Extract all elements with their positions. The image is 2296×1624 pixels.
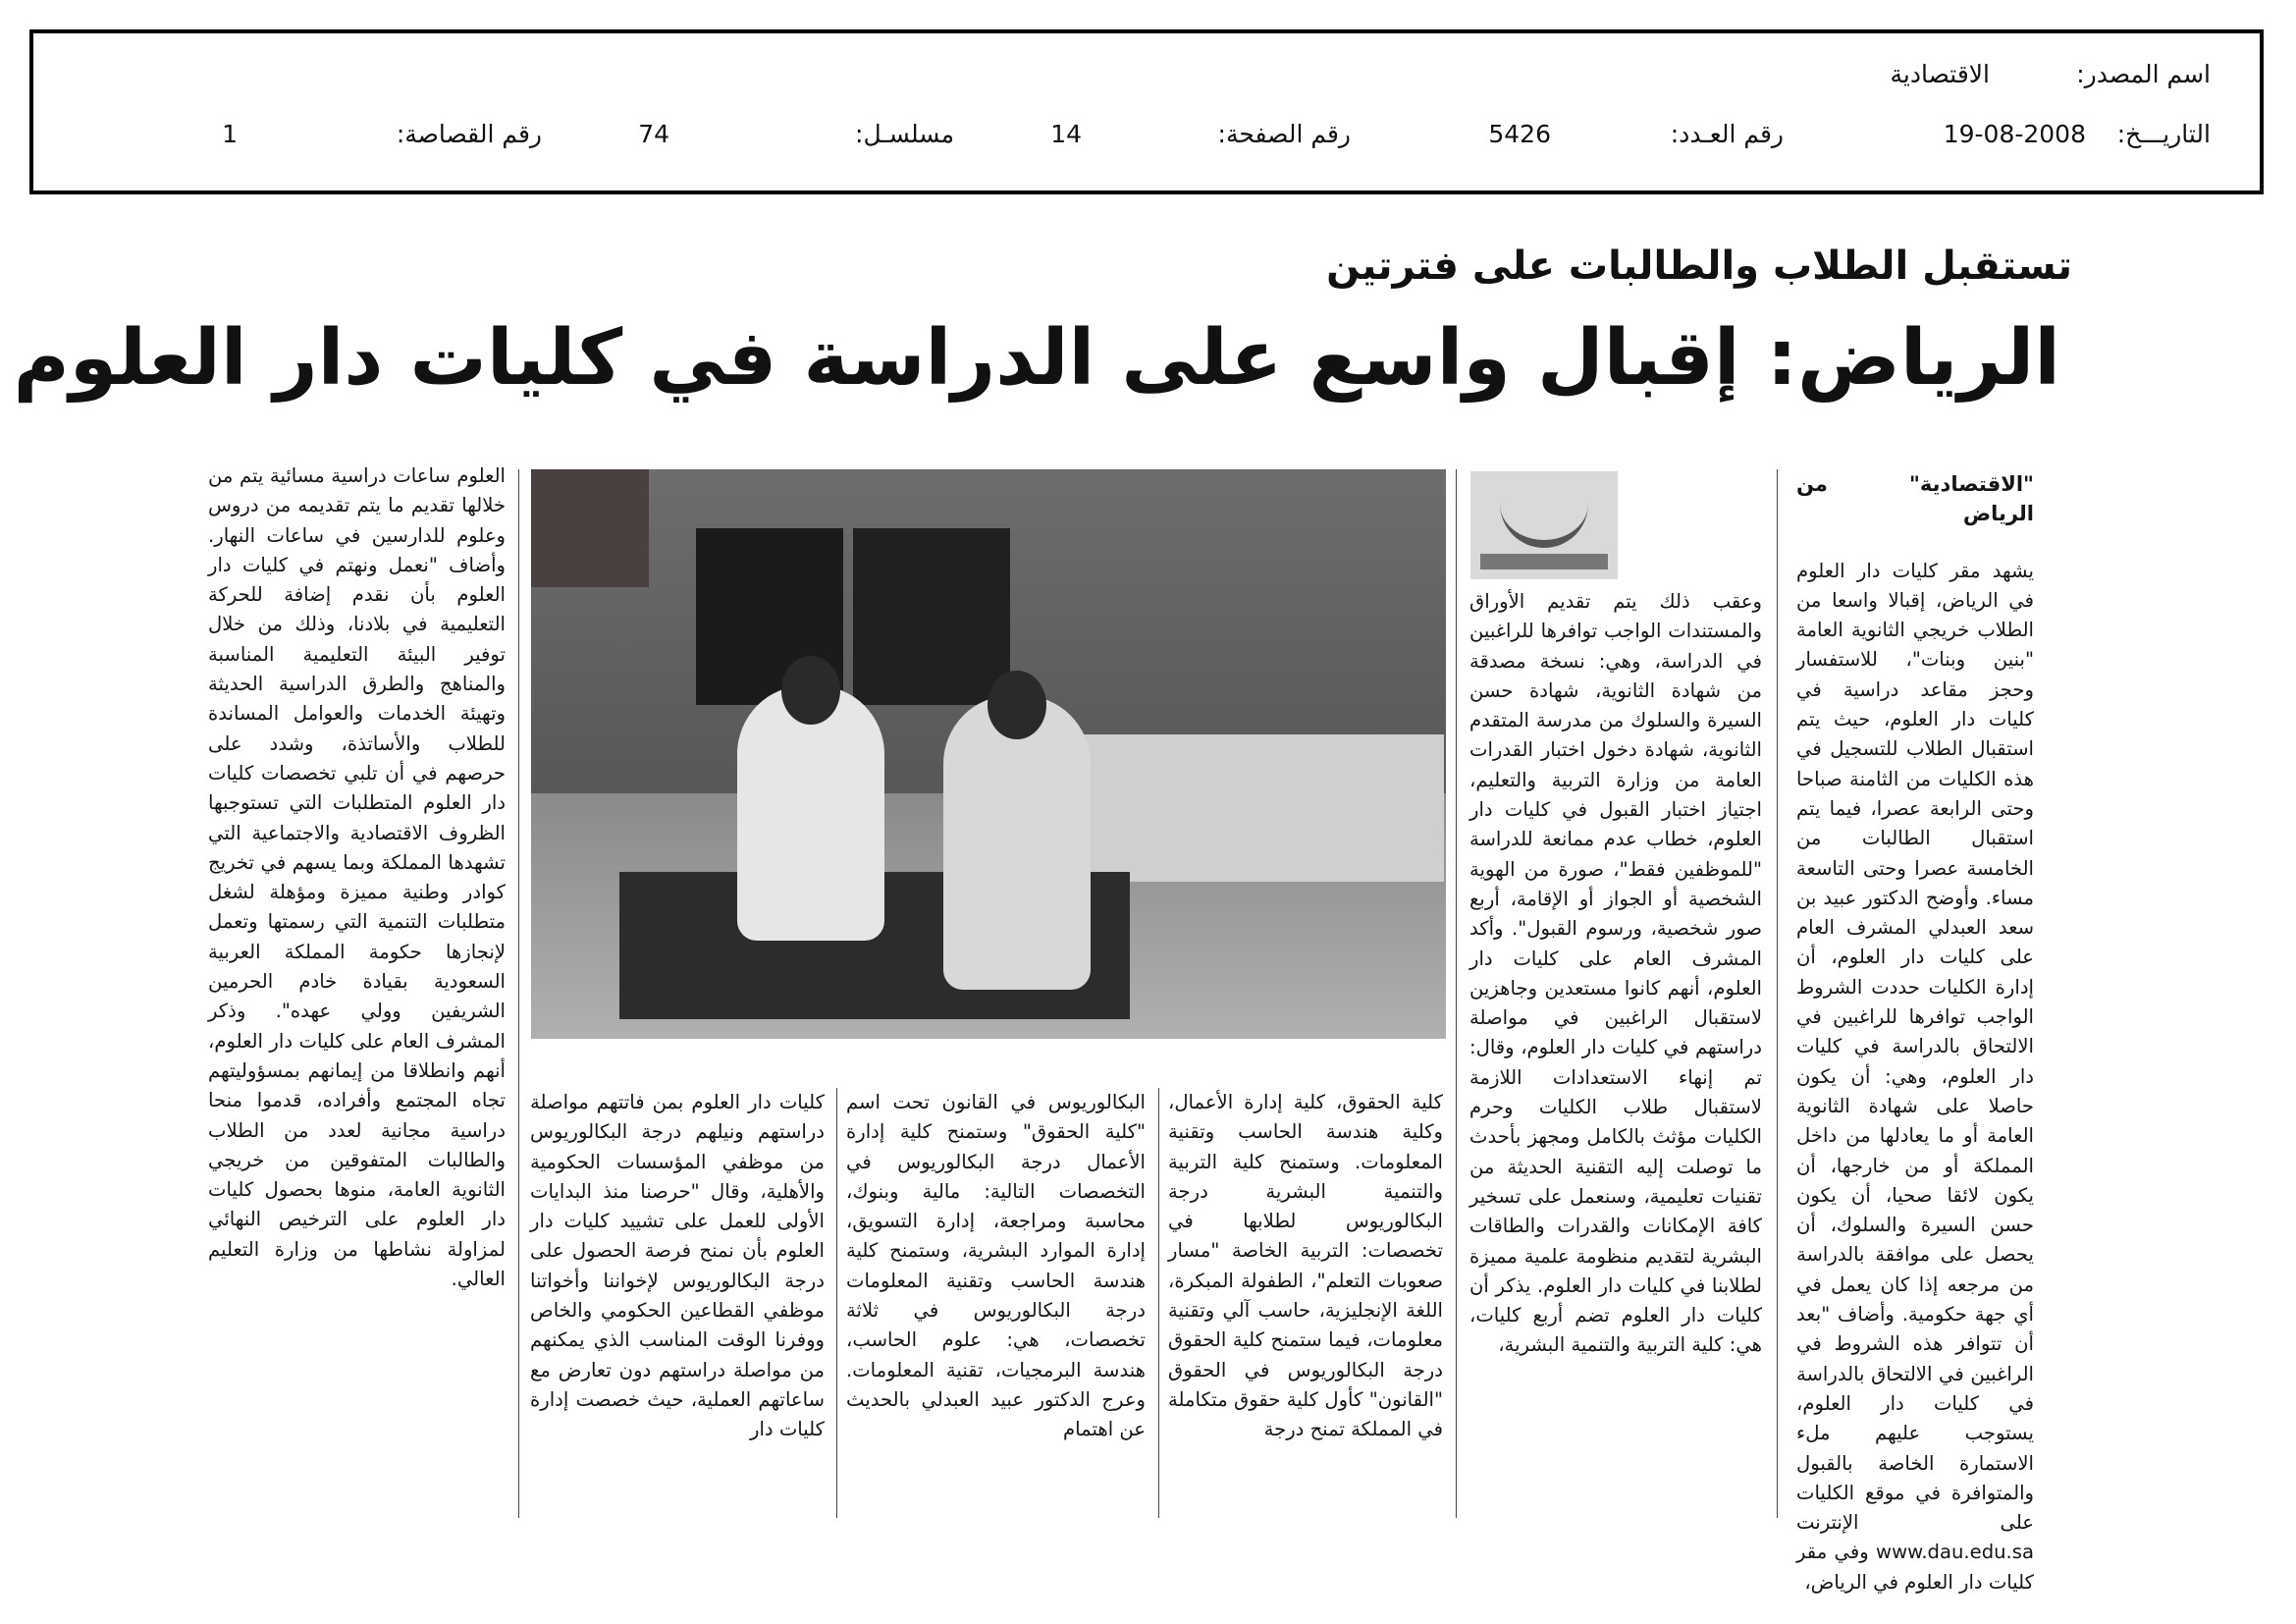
column-rule (1158, 1088, 1159, 1518)
column-text: يشهد مقر كليات دار العلوم في الرياض، إقبالا واسعا من الطلاب خريجي الثانوية العامة "بنين وبنات"، للاستفسار وحجز مقاعد دراسية في كليات دار العلوم، حيث يتم استقبال الطلاب للتسجيل في هذه الكليات من الثامنة صباحا وحتى الرابعة عصرا، فيما يتم استقبال الطالبات من الخامسة عصرا وحتى التاسعة مساء. وأوضح الدكتور عبيد بن سعد العبدلي المشرف العام على كليات دار العلوم، أن إدارة الكليات حددت الشروط الواجب توافرها للراغبين في الالتحاق بالدراسة في كليات دار العلوم، وهي: أن يكون حاصلا على شهادة الثانوية العامة أو ما يعادلها من داخل المملكة أو من خارجها، أن يكون لائقا صحيا، أن يكون حسن السيرة والسلوك، أن يحصل على موافقة بالدراسة من مرجعه إذا كان يعمل في أي جهة حكومية. وأضاف "بعد أن تتوافر هذه الشروط في الراغبين في الالتحاق بالدراسة في كليات دار العلوم، يستوجب عليهم ملء الاستمارة الخاصة بالقبول والمتوافرة في موقع الكليات على الإنترنت www.dau.edu.sa وفي مقر كليات دار العلوم في الرياض، (1796, 559, 2034, 1594)
source-value: الاقتصادية (1890, 60, 1990, 88)
column-rule (1777, 469, 1778, 1518)
article-column-6 (208, 461, 506, 1522)
date-label: التاريـــخ: (2116, 120, 2211, 148)
page-value: 14 (1050, 120, 1082, 148)
column-text: وعقب ذلك يتم تقديم الأوراق والمستندات الواجب توافرها للراغبين في الدراسة، وهي: نسخة مصدقة من شهادة الثانوية، شهادة حسن السيرة والسلوك من مدرسة المتقدم الثانوية، شهادة دخول اختبار القدرات العامة من وزارة التربية والتعليم، اجتياز اختبار القبول في كليات دار العلوم، خطاب عدم ممانعة للدراسة "للموظفين فقط"، صورة من الهوية الشخصية أو الجواز أو الإقامة، أربع صور شخصية، ورسوم القبول". وأكد المشرف العام على كليات دار العلوم، أنهم كانوا مستعدين وجاهزين لاستقبال الراغبين في مواصلة دراستهم في كليات دار العلوم، وقال: تم إنهاء الاستعدادات اللازمة لاستقبال طلاب الكليات وحرم الكليات مؤثث بالكامل ومجهز بأحدث ما توصلت إليه التقنية الحديثة من تقنيات تعليمية، وسنعمل على تسخير كافة الإمكانات والقدرات والطاقات البشرية لتقديم منظومة علمية مميزة لطلابنا في كليات دار العلوم. يذكر أن كليات دار العلوم تضم أربع كليات، هي: كلية التربية والتنمية البشرية، (1469, 590, 1762, 1357)
issue-value: 5426 (1488, 120, 1551, 148)
date-value: 19-08-2008 (1943, 120, 2086, 148)
article-headline: الرياض: إقبال واسع على الدراسة في كليات دار العلوم (13, 314, 2060, 403)
article-byline: "الاقتصادية" من الرياض (1796, 472, 2034, 526)
column-text: كلية الحقوق، كلية إدارة الأعمال، وكلية هندسة الحاسب وتقنية المعلومات. وستمنح كلية التربية والتنمية البشرية درجة البكالوريوس لطلابها في تخصصات: التربية الخاصة "مسار صعوبات التعلم"، الطفولة المبكرة، اللغة الإنجليزية، حاسب آلي وتقنية معلومات، فيما ستمنح كلية الحقوق درجة البكالوريوس في الحقوق "القانون" كأول كلية حقوق متكاملة في المملكة تمنح درجة (1168, 1091, 1443, 1441)
column-text: البكالوريوس في القانون تحت اسم "كلية الحقوق" وستمنح كلية إدارة الأعمال درجة البكالوريوس في التخصصات التالية: مالية وبنوك، محاسبة ومراجعة، إدارة التسويق، إدارة الموارد البشرية، وستمنح كلية هندسة الحاسب وتقنية المعلومات درجة البكالوريوس في ثلاثة تخصصات، هي: علوم الحاسب، هندسة البرمجيات، تقنية المعلومات. وعرج الدكتور عبيد العبدلي بالحديث عن اهتمام (846, 1091, 1146, 1441)
column-rule (836, 1088, 837, 1518)
article-column-3 (1168, 1088, 1443, 1520)
column-rule (1456, 469, 1457, 1518)
column-text: كليات دار العلوم بمن فاتتهم مواصلة دراستهم ونيلهم درجة البكالوريوس من موظفي المؤسسات الحكومية والأهلية، وقال "حرصنا منذ البدايات الأولى للعمل على تشييد كليات دار العلوم بأن نمنح فرصة الحصول على درجة البكالوريوس لإخواننا وأخواتنا موظفي القطاعين الحكومي والخاص ووفرنا الوقت المناسب الذي يمكنهم من مواصلة دراستهم دون تعارض مع ساعاتهم العملية، حيث خصصت إدارة كليات دار (530, 1091, 825, 1441)
dar-al-uloom-logo (1470, 471, 1618, 579)
article-column-2 (1469, 587, 1762, 1520)
issue-label: رقم العـدد: (1670, 120, 1784, 148)
serial-label: مسلسـل: (855, 120, 954, 148)
clip-label: رقم القصاصة: (396, 120, 542, 148)
serial-value: 74 (638, 120, 669, 148)
article-kicker: تستقبل الطلاب والطالبات على فترتين (1326, 244, 2072, 289)
article-column-4 (846, 1088, 1146, 1520)
article-photo (531, 469, 1446, 1039)
page-label: رقم الصفحة: (1217, 120, 1351, 148)
column-rule (518, 469, 519, 1518)
clip-value: 1 (222, 120, 238, 148)
column-text: العلوم ساعات دراسية مسائية يتم من خلالها تقديم ما يتم تقديمه من دروس وعلوم للدارسين في ساعات النهار. وأضاف "نعمل ونهتم في كليات دار العلوم بأن نقدم إضافة للحركة التعليمية في بلادنا، وذلك من خلال توفير البيئة التعليمية المناسبة والمناهج والطرق الدراسية الحديثة وتهيئة الخدمات والعوامل المساندة للطلاب والأساتذة، وشدد على حرصهم في أن تلبي تخصصات كليات دار العلوم المتطلبات التي تستوجبها الظروف الاقتصادية والاجتماعية التي تشهدها المملكة وبما يسهم في تخريج كوادر وطنية مميزة ومؤهلة لشغل متطلبات التنمية التي رسمتها وتعمل لإنجازها حكومة المملكة العربية السعودية بقيادة خادم الحرمين الشريفين وولي عهده". وذكر المشرف العام على كليات دار العلوم، أنهم وانطلاقا من إيمانهم بمسؤوليتهم تجاه المجتمع وأفراده، قدموا منحا دراسية مجانية لعدد من الطلاب والطالبات المتفوقين من خريجي الثانوية العامة، منوها بحصول كليات دار العلوم على الترخيص النهائي لمزاولة نشاطها من وزارة التعليم العالي. (208, 464, 506, 1291)
source-label: اسم المصدر: (2076, 60, 2211, 88)
article-column-5 (530, 1088, 825, 1520)
article-column-1 (1796, 469, 2034, 1594)
